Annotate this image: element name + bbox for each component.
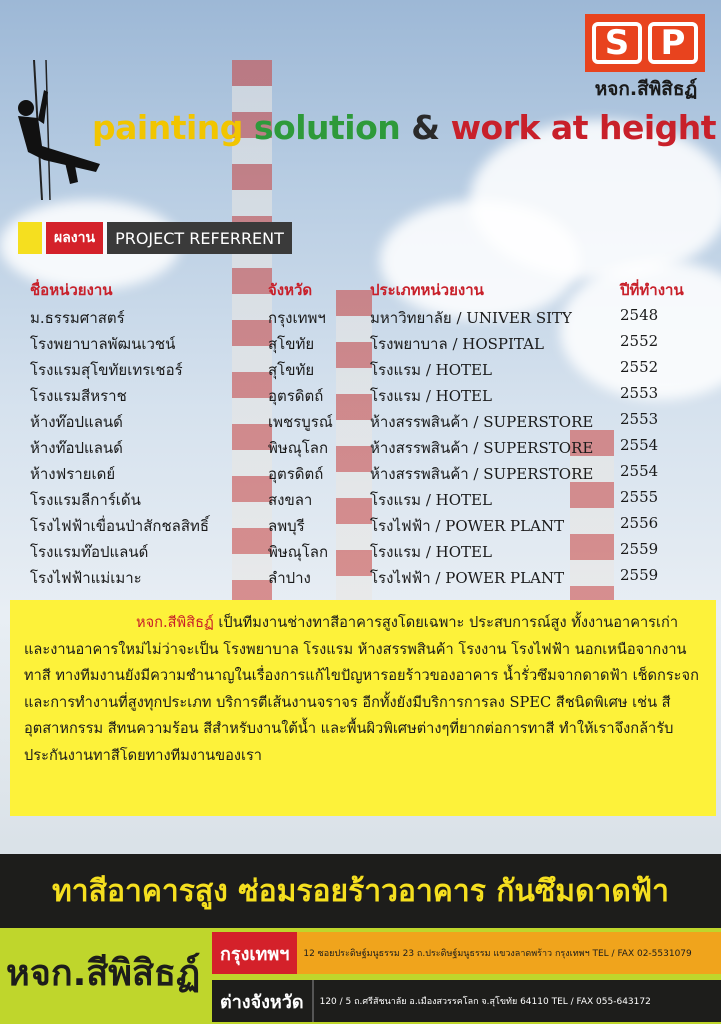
- logo-letter-p: P: [648, 22, 698, 64]
- section-accent: [18, 222, 42, 254]
- project-year: 2554: [620, 436, 659, 454]
- col-header-type: ประเภทหน่วยงาน: [370, 281, 484, 299]
- project-type: โรงไฟฟ้า / POWER PLANT: [370, 517, 565, 535]
- logo-company-name: หจก.สีพิสิธฏ์: [594, 78, 698, 100]
- project-year: 2552: [620, 332, 659, 350]
- tagline-work-at-height: work at height: [450, 108, 717, 147]
- project-type: ห้างสรรพสินค้า / SUPERSTORE: [370, 439, 594, 457]
- project-province: พิษณุโลก: [268, 543, 329, 561]
- footer-brand: หจก.สีพิสิธฏ์: [6, 953, 201, 994]
- project-province: พิษณุโลก: [268, 439, 329, 457]
- project-province: สุโขทัย: [268, 361, 315, 379]
- description-paragraph: [24, 610, 702, 769]
- project-name: ห้างท๊อปแลนด์: [30, 413, 123, 431]
- project-province: ลำปาง: [268, 569, 311, 587]
- project-name: ม.ธรรมศาสตร์: [30, 309, 125, 327]
- project-type: ห้างสรรพสินค้า / SUPERSTORE: [370, 413, 594, 431]
- project-province: อุตรดิตถ์: [268, 465, 324, 483]
- project-type: โรงแรม / HOTEL: [370, 491, 492, 509]
- table-row: [0, 540, 721, 566]
- table-row: [0, 384, 721, 410]
- tagline-painting: painting: [92, 108, 243, 147]
- table-row: [0, 514, 721, 540]
- branch-bangkok-address: 12 ซอยประดิษฐ์มนูธรรม 23 ถ.ประดิษฐ์มนูธรรม แขวงลาดพร้าว กรุงเทพฯ TEL / FAX 02-5531079: [303, 949, 692, 959]
- project-name: โรงแรมลีการ์เด้น: [30, 491, 141, 509]
- company-logo: [585, 14, 705, 72]
- tagline-ampersand: &: [411, 108, 440, 147]
- project-name: โรงไฟฟ้าเขื่อนป่าสักชลสิทธิ์: [30, 517, 210, 535]
- project-name: ห้างฟรายเดย์: [30, 465, 116, 483]
- company-description: [10, 600, 716, 816]
- footer: [0, 928, 721, 1024]
- description-body: เป็นทีมงานช่างทาสีอาคารสูงโดยเฉพาะ ประสบการณ์สูง ทั้งงานอาคารเก่าและงานอาคารใหม่ไม่ว่าจะเป็น โรงพยาบาล โรงแรม ห้างสรรพสินค้า โรงงาน โรงไฟฟ้า นอกเหนือจากงานทาสี ทางทีมงานยังมีความชำนาญในเรื่องการแก้ไขปัญหารอยร้าวของอาคาร น้ำรั่วซึมจากดาดฟ้า เช็ดกระจก และการทำงานที่สูงทุกประเภท บริการตีเส้นงานจราจร อีกทั้งยังมีบริการการลง SPEC สีชนิดพิเศษ เช่น สีอุตสาหกรรม สีทนความร้อน สีสำหรับงานใต้น้ำ และพื้นผิวพิเศษต่างๆที่ยากต่อการทาสี ทำให้เราจึงกล้ารับประกันงานทาสีโดยทางทีมงานของเรา: [24, 614, 699, 764]
- col-header-name: ชื่อหน่วยงาน: [30, 281, 113, 299]
- section-label-th: ผลงาน: [46, 222, 103, 254]
- table-row: [0, 332, 721, 358]
- project-name: โรงแรมท๊อปแลนด์: [30, 543, 149, 561]
- project-province: อุตรดิตถ์: [268, 387, 324, 405]
- project-type: มหาวิทยาลัย / UNIVER SITY: [370, 309, 572, 327]
- project-year: 2552: [620, 358, 659, 376]
- project-name: โรงแรมสีหราช: [30, 387, 127, 405]
- services-banner: [0, 854, 721, 928]
- table-row: [0, 566, 721, 592]
- table-row: [0, 306, 721, 332]
- project-year: 2555: [620, 488, 659, 506]
- project-name: โรงแรมสุโขทัยเทรเชอร์: [30, 361, 183, 379]
- project-year: 2559: [620, 566, 659, 584]
- project-type: โรงแรม / HOTEL: [370, 543, 492, 561]
- services-banner-text: ทาสีอาคารสูง ซ่อมรอยร้าวอาคาร กันซึมดาดฟ้า: [52, 873, 669, 909]
- table-row: [0, 358, 721, 384]
- project-year: 2554: [620, 462, 659, 480]
- project-province: สุโขทัย: [268, 335, 315, 353]
- project-type: โรงแรม / HOTEL: [370, 361, 492, 379]
- table-row: [0, 410, 721, 436]
- project-type: โรงแรม / HOTEL: [370, 387, 492, 405]
- project-year: 2553: [620, 410, 659, 428]
- project-year: 2553: [620, 384, 659, 402]
- tagline: [92, 108, 716, 147]
- project-province: ลพบุรี: [268, 517, 305, 535]
- table-row: [0, 488, 721, 514]
- project-year: 2559: [620, 540, 659, 558]
- branch-bangkok: [212, 932, 721, 974]
- table-row: [0, 462, 721, 488]
- tagline-solution: solution: [253, 108, 401, 147]
- project-type: โรงไฟฟ้า / POWER PLANT: [370, 569, 565, 587]
- project-province: เพชรบูรณ์: [268, 413, 333, 431]
- branch-province-address: 120 / 5 ถ.ศรีสัชนาลัย อ.เมืองสวรรคโลก จ.สุโขทัย 64110 TEL / FAX 055-643172: [319, 997, 651, 1007]
- project-name: โรงไฟฟ้าแม่เมาะ: [30, 569, 142, 587]
- section-label-en: PROJECT REFERRENT: [107, 222, 292, 254]
- project-type: ห้างสรรพสินค้า / SUPERSTORE: [370, 465, 594, 483]
- branch-bangkok-label: กรุงเทพฯ: [212, 932, 297, 974]
- project-year: 2556: [620, 514, 659, 532]
- col-header-province: จังหวัด: [268, 281, 313, 299]
- project-year: 2548: [620, 306, 659, 324]
- description-brand: หจก.สีพิสิธฏ์: [136, 614, 214, 631]
- col-header-year: ปีที่ทำงาน: [620, 281, 684, 299]
- project-name: ห้างท๊อปแลนด์: [30, 439, 123, 457]
- branch-province-label: ต่างจังหวัด: [212, 980, 314, 1022]
- section-header: [18, 222, 292, 254]
- project-province: กรุงเทพฯ: [268, 309, 326, 327]
- logo-letter-s: S: [592, 22, 642, 64]
- table-row: [0, 436, 721, 462]
- project-name: โรงพยาบาลพัฒนเวชน์: [30, 335, 176, 353]
- project-province: สงขลา: [268, 491, 313, 509]
- branch-province: [212, 980, 721, 1022]
- project-type: โรงพยาบาล / HOSPITAL: [370, 335, 544, 353]
